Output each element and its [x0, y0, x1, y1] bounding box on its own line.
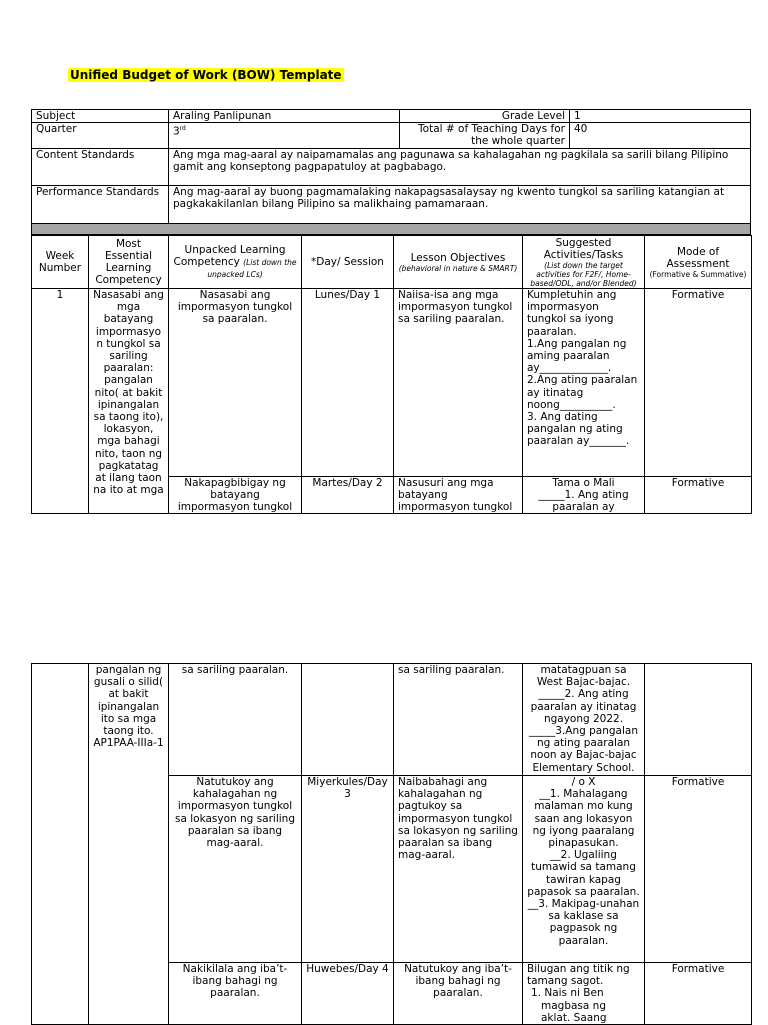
- unpacked-cell: Nakapagbibigay ng batayang impormasyon tungkol: [169, 477, 302, 514]
- week-number-cell: 1: [32, 289, 89, 514]
- quarter-label: Quarter: [32, 123, 169, 148]
- header-week-number: Week Number: [32, 236, 89, 289]
- week-number-cell: [32, 664, 89, 1025]
- objective-cell: sa sariling paaralan.: [394, 664, 523, 776]
- activity-cell: / o X __1. Mahalagang malaman mo kung saan ang lokasyon ng iyong paaralang pinapasukan. __2. Ugaliing tumawid sa tamang tawiran kapag papasok sa paaralan. __3. Makipag-unahan sa kaklase sa pagpasok ng paaralan.: [523, 776, 645, 963]
- subject-label: Subject: [32, 110, 169, 123]
- day-cell: Miyerkules/Day 3: [302, 776, 394, 963]
- activity-cell: Bilugan ang titik ng tamang sagot. 1. Nais ni Ben magbasa ng aklat. Saang: [523, 963, 645, 1025]
- competency-cell: Nasasabi ang mga batayang impormasyo n tungkol sa sariling paaralan: pangalan nito( at bakit ipinangalan sa taong ito), lokasyon, mga bahagi nito, taon ng pagkatatag at ilang taon na ito at mga: [89, 289, 169, 514]
- assessment-cell: Formative: [645, 477, 752, 514]
- header-assessment: Mode of Assessment (Formative & Summative): [645, 236, 752, 289]
- header-lesson-objectives: Lesson Objectives (behavioral in nature & SMART): [394, 236, 523, 289]
- assessment-cell: [645, 664, 752, 776]
- assessment-cell: Formative: [645, 776, 752, 963]
- teaching-days-label: Total # of Teaching Days for the whole quarter: [400, 123, 570, 148]
- content-standards-label: Content Standards: [32, 148, 169, 185]
- subject-value: Araling Panlipunan: [169, 110, 400, 123]
- day-cell: Huwebes/Day 4: [302, 963, 394, 1025]
- assessment-cell: Formative: [645, 963, 752, 1025]
- activity-cell: Kumpletuhin ang impormasyon tungkol sa iyong paaralan. 1.Ang pangalan ng aming paaralan ay_____________. 2.Ang ating paaralan ay itinatag noong__________. 3. Ang dating pangalan ng ating paaralan ay_______.: [523, 289, 645, 477]
- performance-standards-value: Ang mag-aaral ay buong pagmamalaking nakapagsasalaysay ng kwento tungkol sa sariling katangian at pagkakakilanlan bilang Pilipino sa malikhaing pamamaraan.: [169, 185, 751, 223]
- objective-cell: Naiisa-isa ang mga impormasyon tungkol sa sariling paaralan.: [394, 289, 523, 477]
- shaded-divider: [32, 223, 751, 234]
- table-row: [32, 664, 752, 776]
- budget-of-work-table-continued: [31, 663, 752, 1025]
- document-title: Unified Budget of Work (BOW) Template: [70, 68, 342, 82]
- content-standards-value: Ang mga mag-aaral ay naipamamalas ang pagunawa sa kahalagahan ng pagkilala sa sarili bilang Pilipino gamit ang konseptong pagpapatuloy at pagbabago.: [169, 148, 751, 185]
- table-row: [32, 289, 752, 477]
- day-cell: Martes/Day 2: [302, 477, 394, 514]
- unpacked-cell: Nakikilala ang iba’t-ibang bahagi ng paaralan.: [169, 963, 302, 1025]
- day-cell: [302, 664, 394, 776]
- unpacked-cell: Nasasabi ang impormasyon tungkol sa paaralan.: [169, 289, 302, 477]
- unpacked-cell: Natutukoy ang kahalagahan ng impormasyon tungkol sa lokasyon ng sariling paaralan sa ibang mag-aaral.: [169, 776, 302, 963]
- competency-cell: pangalan ng gusali o silid( at bakit ipinangalan ito sa mga taong ito. AP1PAA-IIIa-1: [89, 664, 169, 1025]
- grade-level-label: Grade Level: [400, 110, 570, 123]
- header-competency: Most Essential Learning Competency: [89, 236, 169, 289]
- assessment-cell: Formative: [645, 289, 752, 477]
- day-cell: Lunes/Day 1: [302, 289, 394, 477]
- performance-standards-label: Performance Standards: [32, 185, 169, 223]
- activity-cell: matatagpuan sa West Bajac-bajac. _____2. Ang ating paaralan ay itinatag ngayong 2022. _____3.Ang pangalan ng ating paaralan noon ay Bajac-bajac Elementary School.: [523, 664, 645, 776]
- objective-cell: Naibabahagi ang kahalagahan ng pagtukoy sa impormasyon tungkol sa lokasyon ng sariling paaralan sa ibang mag-aaral.: [394, 776, 523, 963]
- teaching-days-value: 40: [570, 123, 751, 148]
- objective-cell: Nasusuri ang mga batayang impormasyon tungkol: [394, 477, 523, 514]
- header-unpacked: Unpacked Learning Competency (List down the unpacked LCs): [169, 236, 302, 289]
- activity-cell: Tama o Mali _____1. Ang ating paaralan ay: [523, 477, 645, 514]
- budget-of-work-table: [31, 235, 752, 514]
- header-activities: Suggested Activities/Tasks (List down the target activities for F2F/, Home-based/ODL, and/or Blended): [523, 236, 645, 289]
- objective-cell: Natutukoy ang iba’t-ibang bahagi ng paaralan.: [394, 963, 523, 1025]
- quarter-value: 3rd: [169, 123, 400, 148]
- unpacked-cell: sa sariling paaralan.: [169, 664, 302, 776]
- info-table: [31, 109, 751, 235]
- grade-level-value: 1: [570, 110, 751, 123]
- header-day-session: *Day/ Session: [302, 236, 394, 289]
